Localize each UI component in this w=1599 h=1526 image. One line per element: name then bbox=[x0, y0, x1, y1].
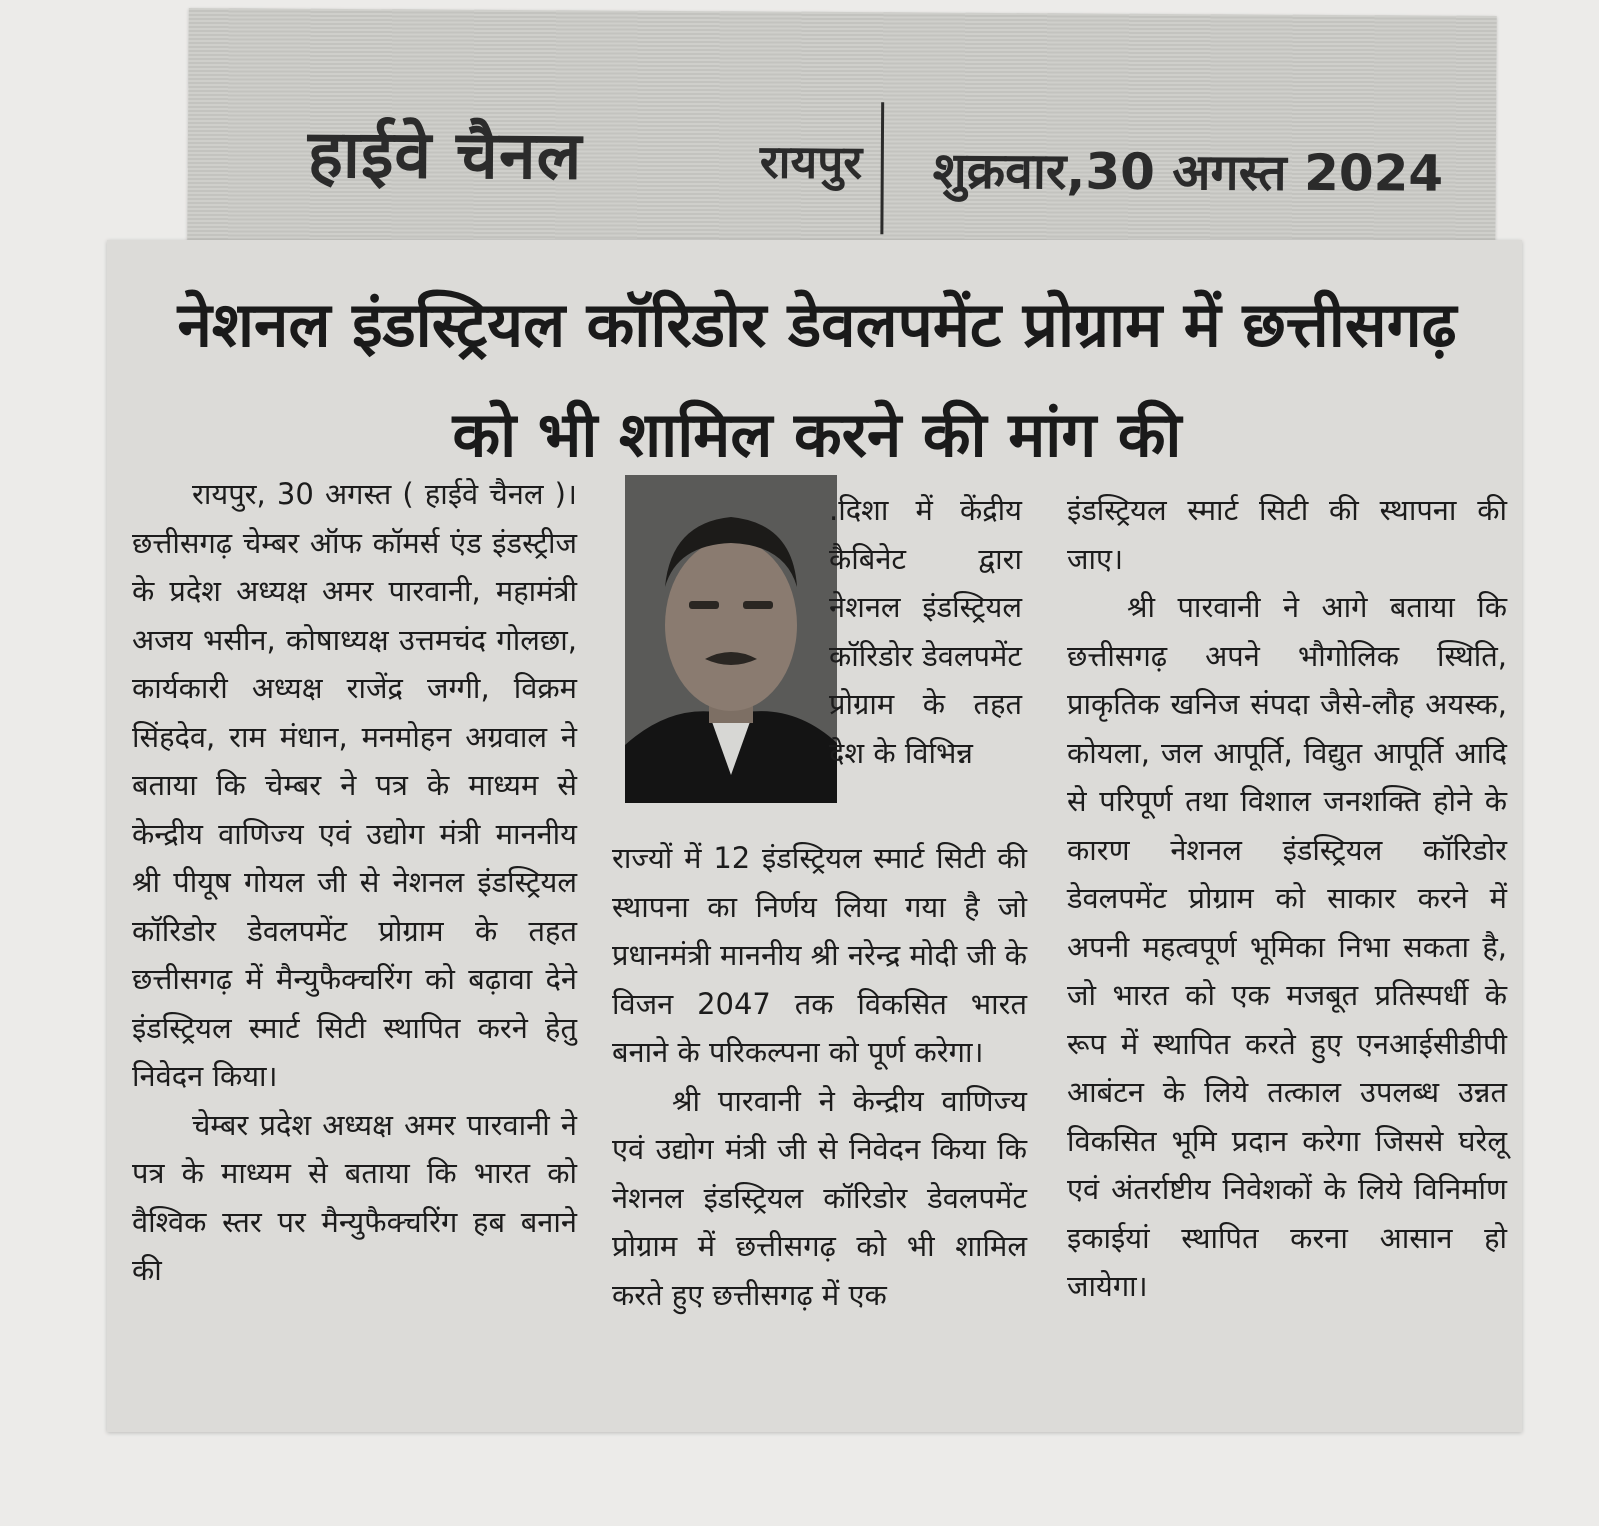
article-column-2 bbox=[612, 834, 1027, 1319]
brand-name: हाईवे चैनल bbox=[307, 115, 583, 195]
masthead-divider bbox=[880, 102, 884, 234]
article-paragraph: रायपुर, 30 अगस्त ( हाईवे चैनल )। छत्तीसगढ़ चेम्बर ऑफ कॉमर्स एंड इंडस्ट्रीज के प्रदेश अध्यक्ष अमर पारवानी, महामंत्री अजय भसीन, कोषाध्यक्ष उत्तमचंद गोलछा, कार्यकारी अध्यक्ष राजेंद्र जग्गी, विक्रम सिंहदेव, राम मंधान, मनमोहन अग्रवाल ने बताया कि चेम्बर ने पत्र के माध्यम से केन्द्रीय वाणिज्य एवं उद्योग मंत्री माननीय श्री पीयूष गोयल जी से नेशनल इंडस्ट्रियल कॉरिडोर डेवलपमेंट प्रोग्राम के तहत छत्तीसगढ़ में मैन्युफैक्चरिंग को बढ़ावा देने इंडस्ट्रियल स्मार्ट सिटी स्थापित करने हेतु निवेदन किया। bbox=[132, 477, 577, 1093]
article-paragraph: राज्यों में 12 इंडस्ट्रियल स्मार्ट सिटी की स्थापना का निर्णय लिया गया है जो प्रधानमंत्री माननीय श्री नरेन्द्र मोदी जी के विजन 2047 तक विकसित भारत बनाने के परिकल्पना को पूर्ण करेगा। bbox=[612, 841, 1027, 1069]
article-paragraph: श्री पारवानी ने केन्द्रीय वाणिज्य एवं उद्योग मंत्री जी से निवेदन किया कि नेशनल इंडस्ट्रियल कॉरिडोर डेवलपमेंट प्रोग्राम में छत्तीसगढ़ को भी शामिल करते हुए छत्तीसगढ़ में एक bbox=[612, 1083, 1027, 1312]
portrait-photo bbox=[625, 475, 837, 803]
portrait-photo-icon bbox=[625, 475, 837, 803]
masthead-brand bbox=[308, 107, 583, 199]
article-paragraph: चेम्बर प्रदेश अध्यक्ष अमर पारवानी ने पत्र के माध्यम से बताया कि भारत को वैश्विक स्तर पर मैन्युफैक्चरिंग हब बनाने की bbox=[132, 1107, 577, 1287]
article-paragraph: श्री पारवानी ने आगे बताया कि छत्तीसगढ़ अपने भौगोलिक स्थिति, प्राकृतिक खनिज संपदा जैसे-लौह अयस्क, कोयला, जल आपूर्ति, विद्युत आपूर्ति आदि से परिपूर्ण तथा विशाल जनशक्ति होने के कारण नेशनल इंडस्ट्रियल कॉरिडोर डेवलपमेंट प्रोग्राम को साकार करने में अपनी महत्वपूर्ण भूमिका निभा सकता है, जो भारत को एक मजबूत प्रतिस्पर्धी के रूप में स्थापित करते हुए एनआईसीडीपी आबंटन के लिये तत्काल उपलब्ध उन्नत विकसित भूमि प्रदान करेगा जिससे घरेलू एवं अंतर्राष्टीय निवेशकों के लिये विनिर्माण इकाईयां स्थापित करना आसान हो जायेगा। bbox=[1067, 590, 1507, 1303]
headline: नेशनल इंडस्ट्रियल कॉरिडोर डेवलपमेंट प्रोग्राम में छत्तीसगढ़ को भी शामिल करने की मांग की bbox=[177, 288, 1457, 471]
news-clipping bbox=[107, 240, 1522, 1432]
masthead-city: रायपुर bbox=[759, 134, 863, 190]
article-paragraph: .दिशा में केंद्रीय कैबिनेट द्वारा नेशनल इंडस्ट्रियल कॉरिडोर डेवलपमेंट प्रोग्राम के तहत देश के विभिन्न bbox=[829, 493, 1022, 770]
article-paragraph: इंडस्ट्रियल स्मार्ट सिटी की स्थापना की जाए। bbox=[1067, 493, 1507, 576]
article-column-2-top bbox=[829, 486, 1022, 777]
masthead bbox=[187, 8, 1496, 254]
article-column-3 bbox=[1067, 486, 1507, 1311]
masthead-date: शुक्रवार,30 अगस्त 2024 bbox=[932, 141, 1444, 203]
article-column-1 bbox=[132, 470, 577, 1295]
